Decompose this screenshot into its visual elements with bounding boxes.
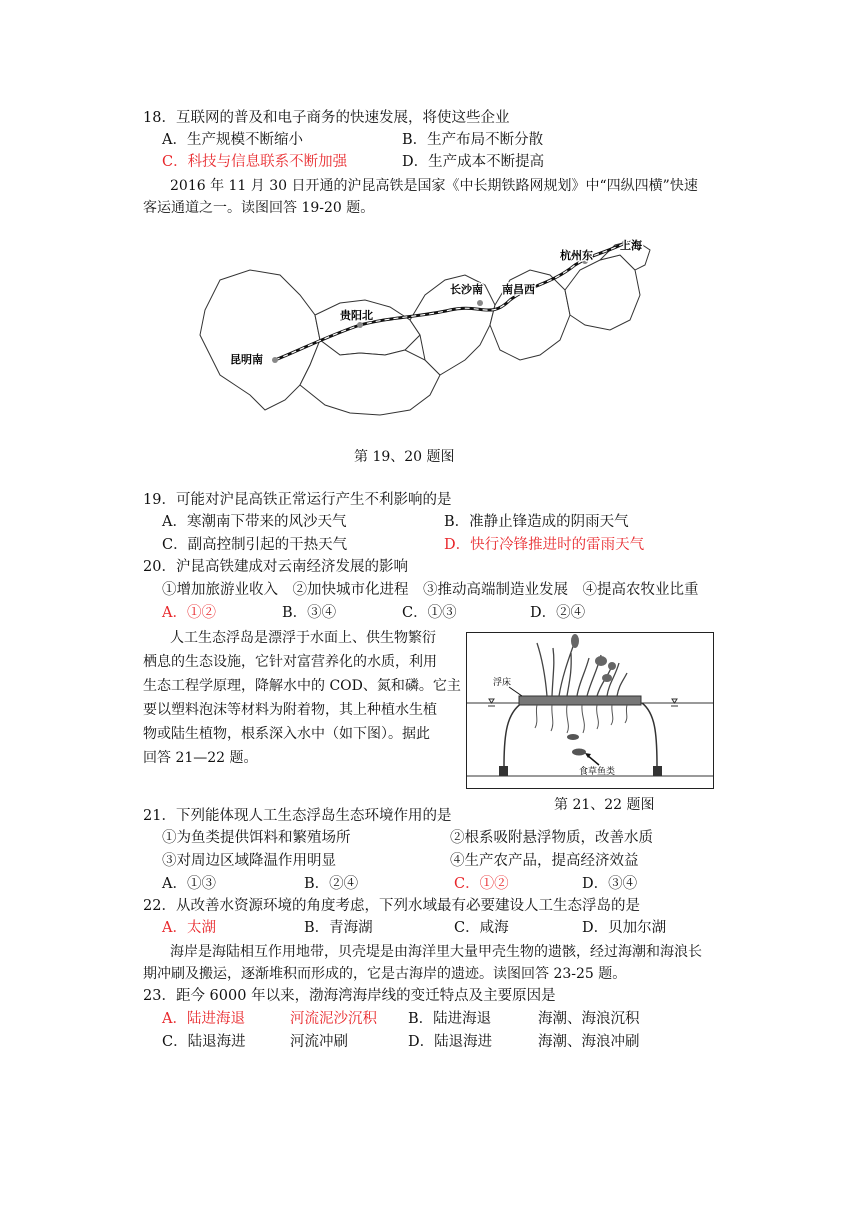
q23-stem: 23．距今 6000 年以来，渤海湾海岸线的变迁特点及主要原因是 [143,988,556,1004]
q21-item-1: ①为鱼类提供饵料和繁殖场所 [162,830,351,846]
float-bed-label: 浮床 [493,678,512,688]
q23-option-c-part1: C．陆退海进 [162,1034,246,1050]
q19-option-a: A．寒潮南下带来的风沙天气 [162,514,347,530]
intro-21-22-line6: 回答 21—22 题。 [143,750,258,766]
hukun-railway-map [180,225,680,425]
intro-19-20-line1: 2016 年 11 月 30 日开通的沪昆高铁是国家《中长期铁路网规划》中“四纵四横”快速 [170,178,698,194]
q18-option-a: A．生产规模不断缩小 [162,132,303,148]
city-label-changsha: 长沙南 [450,283,483,296]
q21-option-a: A．①③ [162,876,216,892]
intro-21-22-line2: 栖息的生态设施，它针对富营养化的水质，利用 [143,654,437,670]
q18-option-c: C．科技与信息联系不断加强 [162,154,348,170]
q22-stem: 22．从改善水资源环境的角度考虑，下列水域最有必要建设人工生态浮岛的是 [143,898,640,914]
intro-19-20-line2: 客运通道之一。读图回答 19-20 题。 [143,200,375,216]
city-label-guiyang: 贵阳北 [340,309,373,322]
floating-island-figure [466,632,714,789]
q22-option-b: B．青海湖 [304,920,373,936]
intro-21-22-line4: 要以塑料泡沫等材料为附着物，其上种植水生植 [143,702,437,718]
q23-option-b-part2: 海潮、海浪沉积 [538,1011,640,1027]
intro-21-22-line1: 人工生态浮岛是漂浮于水面上、供生物繁衍 [170,630,436,646]
map-caption: 第 19、20 题图 [354,449,455,465]
float-fig-caption: 第 21、22 题图 [554,797,655,813]
q23-option-b-part1: B．陆进海退 [408,1011,492,1027]
q21-item-3: ③对周边区域降温作用明显 [162,853,336,869]
q21-option-d: D．③④ [582,876,638,892]
q23-option-d-part2: 海潮、海浪冲刷 [538,1034,640,1050]
intro-23-25-line1: 海岸是海陆相互作用地带，贝壳堤是由海洋里大量甲壳生物的遗骸，经过海潮和海浪长 [170,944,702,960]
q20-stem: 20．沪昆高铁建成对云南经济发展的影响 [143,559,408,575]
q19-option-d: D．快行冷锋推进时的雷雨天气 [444,537,645,553]
intro-23-25-line2: 期冲刷及搬运，逐渐堆积而形成的，它是古海岸的遗迹。读图回答 23-25 题。 [143,966,627,982]
city-label-shanghai: 上海 [620,239,642,252]
q21-stem: 21．下列能体现人工生态浮岛生态环境作用的是 [143,808,452,824]
q21-option-c: C．①② [454,876,509,892]
intro-21-22-line3: 生态工程学原理，降解水中的 COD、氮和磷。它主 [143,678,461,694]
q20-option-b: B．③④ [282,605,337,621]
q21-item-4: ④生产农产品，提高经济效益 [450,853,639,869]
fish-label: 食草鱼类 [579,767,616,777]
q21-option-b: B．②④ [304,876,359,892]
q20-items: ①增加旅游业收入 ②加快城市化进程 ③推动高端制造业发展 ④提高农牧业比重 [162,582,699,598]
q20-option-a: A．①② [162,605,216,621]
q23-option-a-part2: 河流泥沙沉积 [290,1011,377,1027]
q19-option-c: C．副高控制引起的干热天气 [162,537,348,553]
q20-option-c: C．①③ [402,605,457,621]
city-label-nanchang: 南昌西 [502,283,535,296]
q18-option-b: B．生产布局不断分散 [402,132,544,148]
q23-option-c-part2: 河流冲刷 [290,1034,348,1050]
q23-option-d-part1: D．陆退海进 [408,1034,493,1050]
q23-option-a-part1: A．陆进海退 [162,1011,245,1027]
q18-stem: 18．互联网的普及和电子商务的快速发展，将使这些企业 [143,110,510,126]
q19-option-b: B．准静止锋造成的阴雨天气 [444,514,629,530]
q22-option-a: A．太湖 [162,920,216,936]
city-label-hangzhou: 杭州东 [560,249,593,262]
q22-option-c: C．咸海 [454,920,509,936]
q19-stem: 19．可能对沪昆高铁正常运行产生不利影响的是 [143,492,452,508]
intro-21-22-line5: 物或陆生植物，根系深入水中（如下图）。据此 [143,726,430,742]
q21-item-2: ②根系吸附悬浮物质，改善水质 [450,830,653,846]
q20-option-d: D．②④ [530,605,586,621]
q18-option-d: D．生产成本不断提高 [402,154,545,170]
city-label-kunming: 昆明南 [230,353,263,366]
q22-option-d: D．贝加尔湖 [582,920,667,936]
